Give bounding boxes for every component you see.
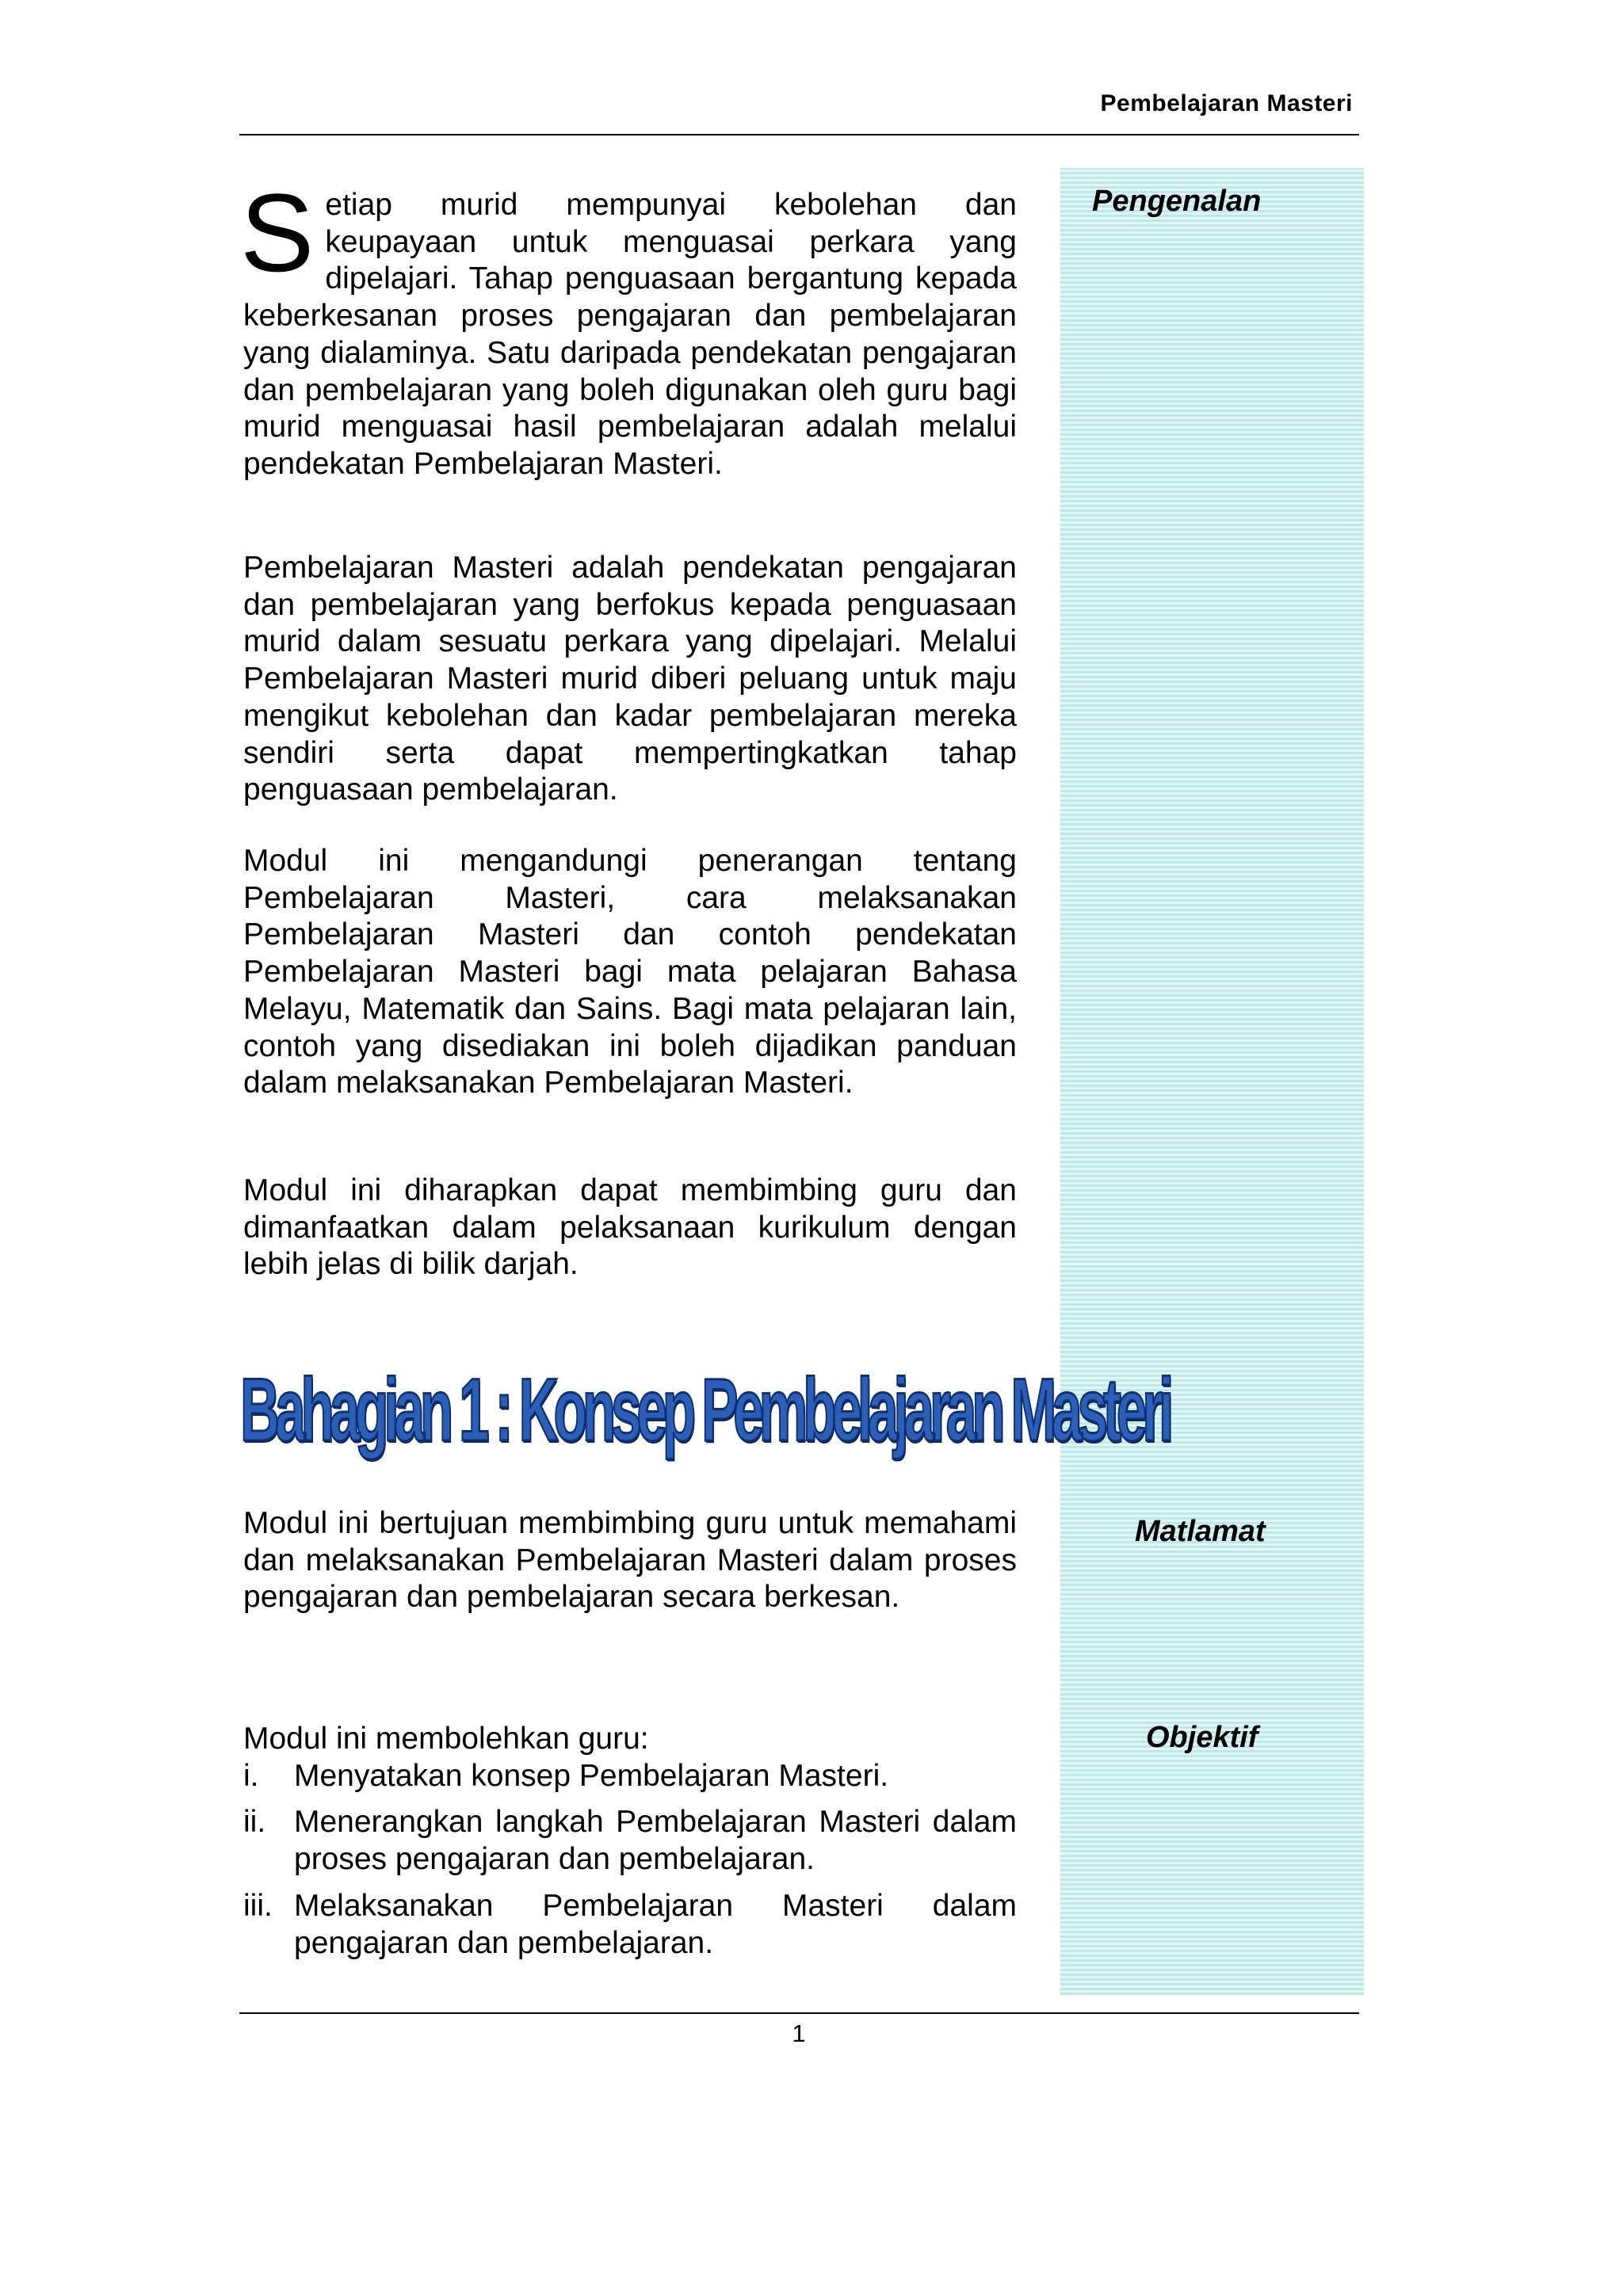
list-item-number: ii. [243,1805,266,1840]
drop-cap: S [240,170,315,295]
sidebar-label-objektif: Objektif [1146,1721,1258,1754]
list-item-number: i. [243,1758,259,1793]
intro-paragraph-2: Pembelajaran Masteri adalah pendekatan pengajaran dan pembelajaran yang berfokus kepada penguasaan murid dalam sesuatu perkara yang dipelajari. Melalui Pembelajaran Masteri murid diberi peluang untuk maju mengikut kebolehan dan kadar pembelajaran mereka sendiri serta dapat mempertingkatkan tahap penguasaan pembelajaran. [243,551,1017,807]
intro-paragraph-3: Modul ini mengandungi penerangan tentang Pembelajaran Masteri, cara melaksanakan Pembelajaran Masteri dan contoh pendekatan Pembelajaran Masteri bagi mata pelajaran Bahasa Melayu, Matematik dan Sains. Bagi mata pelajaran lain, contoh yang disediakan ini boleh dijadikan panduan dalam melaksanakan Pembelajaran Masteri. [243,844,1017,1100]
intro-paragraph-1-text: etiap murid mempunyai kebolehan dan keupayaan untuk menguasai perkara yang dipelajari. Tahap penguasaan bergantung kepada keberkesanan proses pengajaran dan pembelajaran yang dialaminya. Satu daripada pendekatan pengajaran dan pembelajaran yang boleh digunakan oleh guru bagi murid menguasai hasil pembelajaran adalah melalui pendekatan Pembelajaran Masteri. [243,188,1017,481]
list-item [243,1758,1017,1795]
header-divider [239,134,1359,135]
page-header-title: Pembelajaran Masteri [1100,90,1353,116]
matlamat-paragraph: Modul ini bertujuan membimbing guru untuk memahami dan melaksanakan Pembelajaran Masteri dalam proses pengajaran dan pembelajaran secara berkesan. [243,1506,1017,1615]
list-item [243,1804,1017,1878]
page-number: 1 [792,2019,806,2047]
objektif-intro: Modul ini membolehkan guru: [243,1722,649,1756]
footer-divider [239,2012,1359,2014]
list-item-number: iii. [243,1888,273,1923]
sidebar-label-pengenalan: Pengenalan [1092,185,1262,218]
list-item-text: Menyatakan konsep Pembelajaran Masteri. [294,1758,889,1793]
list-item-text: Melaksanakan Pembelajaran Masteri dalam pengajaran dan pembelajaran. [294,1888,1017,1960]
sidebar-label-matlamat: Matlamat [1135,1515,1266,1548]
intro-paragraph-1 [240,170,1017,483]
list-item [243,1888,1017,1962]
section-heading: Bahagian 1 : Konsep Pembelajaran Masteri [240,1360,1170,1459]
intro-paragraph-4: Modul ini diharapkan dapat membimbing guru dan dimanfaatkan dalam pelaksanaan kurikulum dengan lebih jelas di bilik darjah. [243,1173,1017,1282]
objektif-list [243,1721,1017,1962]
list-item-text: Menerangkan langkah Pembelajaran Masteri dalam proses pengajaran dan pembelajaran. [294,1805,1017,1877]
